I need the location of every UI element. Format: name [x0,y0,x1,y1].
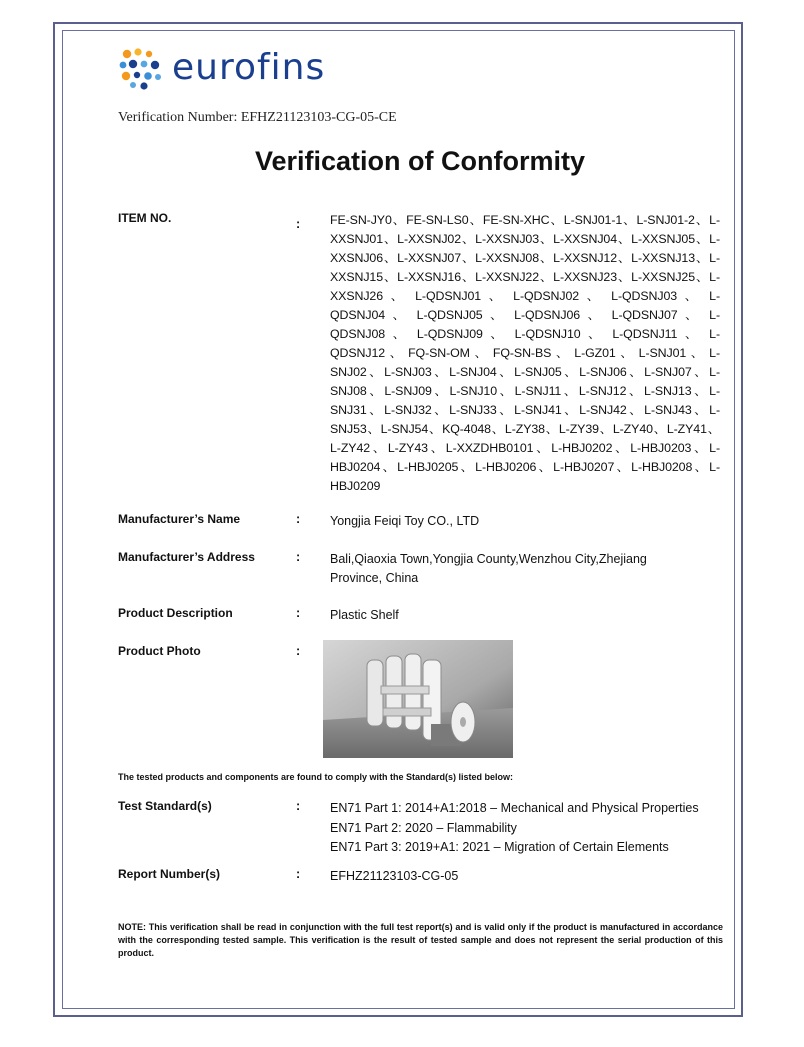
product-description-label: Product Description [118,606,233,620]
manufacturer-address-colon: : [296,550,301,564]
product-description-value: Plastic Shelf [330,608,399,622]
report-numbers-colon: : [296,867,301,881]
test-standard-line: EN71 Part 3: 2019+A1: 2021 – Migration of Certain Elements [330,840,669,854]
report-numbers-value: EFHZ21123103-CG-05 [330,869,459,883]
item-no-label: ITEM NO. [118,211,172,225]
product-photo [323,640,513,758]
eurofins-logo [118,46,325,90]
product-photo-colon: : [296,644,301,658]
dot-cluster-logo-icon [118,46,164,90]
manufacturer-name-colon: : [296,512,301,526]
verification-number: Verification Number: EFHZ21123103-CG-05-CE [118,110,397,125]
item-no-colon: : [296,217,301,231]
brand-name: eurofins [172,47,326,88]
page-title: Verification of Conformity [254,146,586,176]
test-standards-list [330,799,730,858]
test-standard-line: EN71 Part 1: 2014+A1:2018 – Mechanical and Physical Properties [330,801,699,815]
manufacturer-name-label: Manufacturer’s Name [118,512,241,526]
product-photo-label: Product Photo [118,644,201,658]
item-no-list: FE-SN-JY0、FE-SN-LS0、FE-SN-XHC、L-SNJ01-1、L-SNJ01-2、L-XXSNJ01、L-XXSNJ02、L-XXSNJ03、L-XXSNJ04、L-XXSNJ05、L-XXSNJ06、L-XXSNJ07、L-XXSNJ08、L-XXSNJ12、L-XXSNJ13、L-XXSNJ15、L-XXSNJ16、L-XXSNJ22、L-XXSNJ23、L-XXSNJ25、L-XXSNJ26 、 L-QDSNJ01 、 L-QDSNJ02 、 L-QDSNJ03 、 L-QDSNJ04 、 L-QDSNJ05 、 L-QDSNJ06 、 L-QDSNJ07 、 L-QDSNJ08 、 L-QDSNJ09 、 L-QDSNJ10 、 L-QDSNJ11 、 L-QDSNJ12 、 FQ-SN-OM 、 FQ-SN-BS 、 L-GZ01 、 L-SNJ01 、 L-SNJ02、L-SNJ03、L-SNJ04、L-SNJ05、L-SNJ06、L-SNJ07、L-SNJ08、L-SNJ09、L-SNJ10、L-SNJ11、L-SNJ12、L-SNJ13、L-SNJ31、L-SNJ32、L-SNJ33、L-SNJ41、L-SNJ42、L-SNJ43、L-SNJ53、L-SNJ54、KQ-4048、L-ZY38、L-ZY39、L-ZY40、L-ZY41、L-ZY42、L-ZY43、L-XXZDHB0101、L-HBJ0202、L-HBJ0203、L-HBJ0204、L-HBJ0205、L-HBJ0206、L-HBJ0207、L-HBJ0208、L-HBJ0209 [330,213,720,493]
plastic-shelf-photo-icon [323,640,513,758]
item-no-value [330,211,720,496]
manufacturer-address-label: Manufacturer’s Address [118,550,255,564]
manufacturer-address-value: Bali,Qiaoxia Town,Yongjia County,Wenzhou City,Zhejiang Province, China [330,552,647,585]
test-standards-colon: : [296,799,301,813]
test-standards-label: Test Standard(s) [118,799,212,813]
manufacturer-name-value: Yongjia Feiqi Toy CO., LTD [330,514,480,528]
product-description-colon: : [296,606,301,620]
report-numbers-label: Report Number(s) [118,867,221,881]
verification-note: NOTE: This verification shall be read in conjunction with the full test report(s) and is valid only if the product is manufactured in accordance with the corresponding tested sample. This verification is the result of tested sample and does not represent the serial production of this product. [118,922,723,958]
compliance-statement: The tested products and components are found to comply with the Standard(s) listed below: [118,772,514,782]
test-standard-line: EN71 Part 2: 2020 – Flammability [330,820,517,835]
